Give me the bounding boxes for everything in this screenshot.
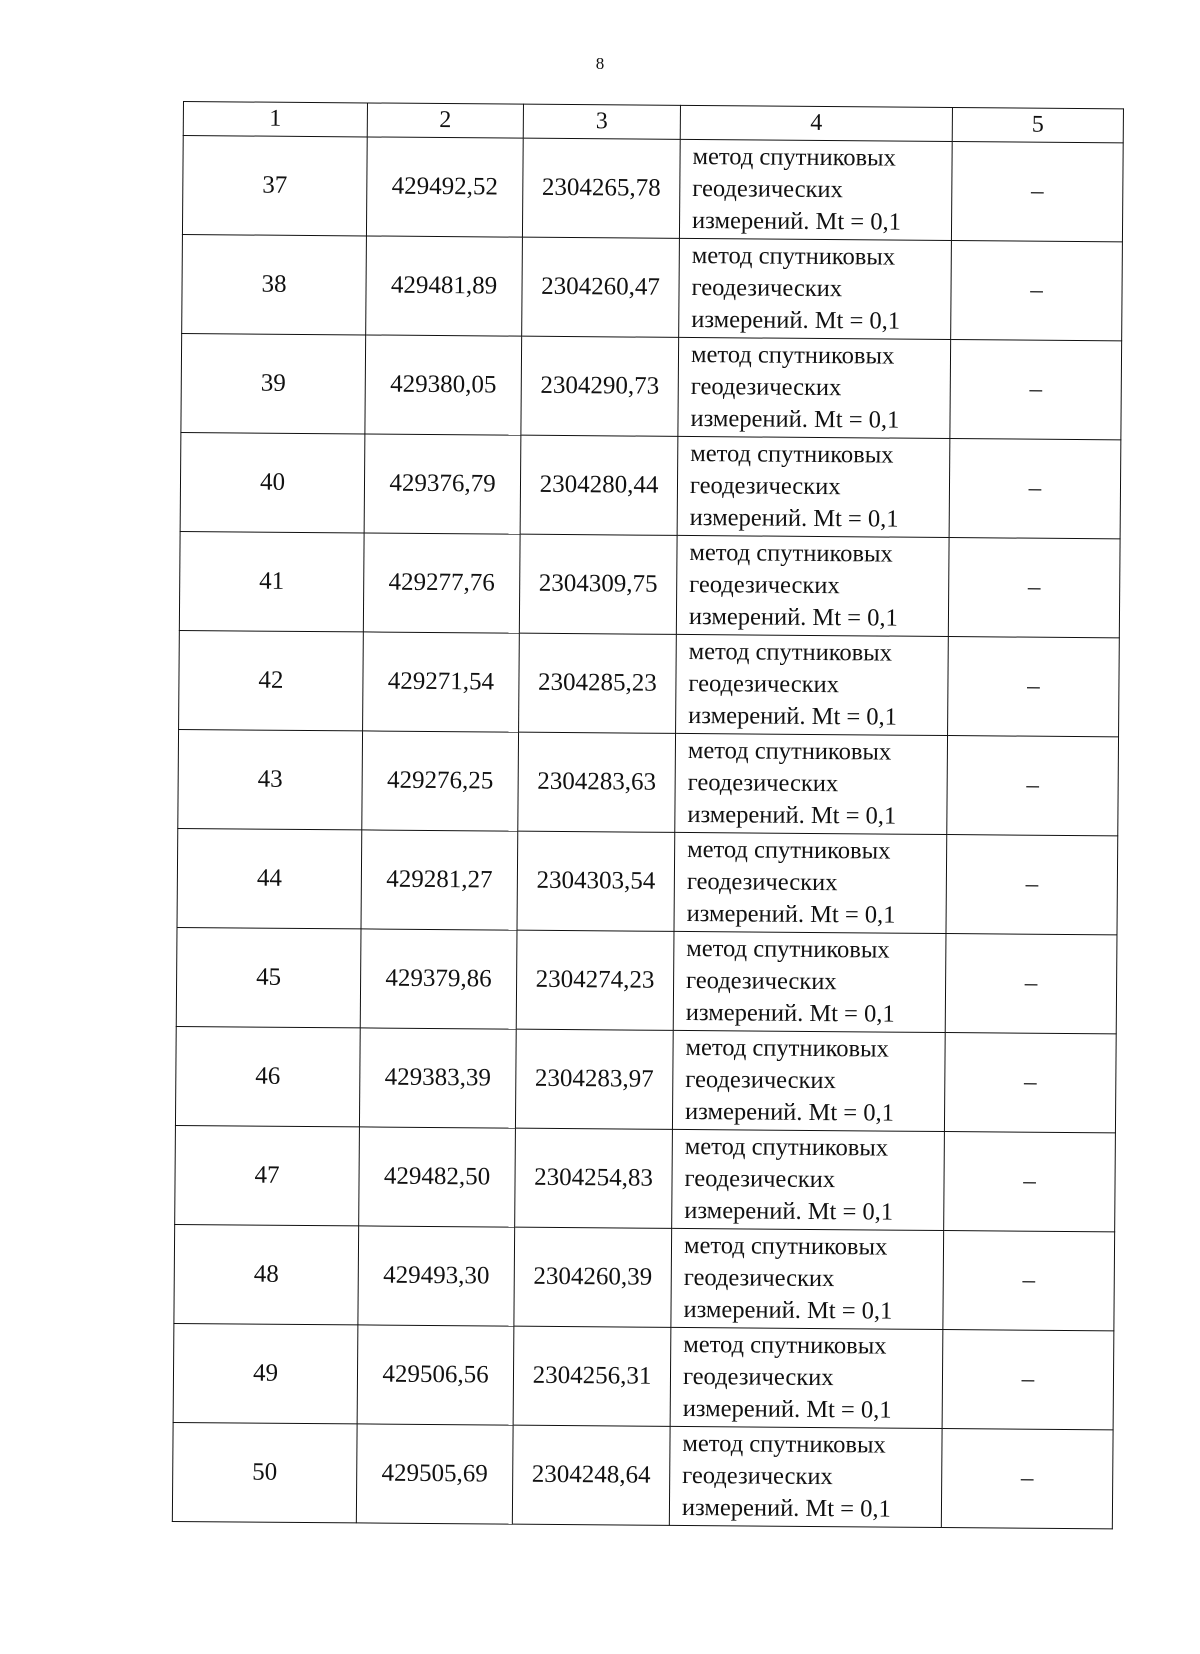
method-line: измерений. Mt = 0,1 bbox=[686, 899, 896, 929]
method-line: измерений. Mt = 0,1 bbox=[689, 503, 899, 533]
point-number-cell: 44 bbox=[177, 828, 362, 928]
method-line: геодезических bbox=[685, 1065, 836, 1095]
method-line: метод спутниковых bbox=[684, 1132, 889, 1162]
y-coordinate-cell: 2304309,75 bbox=[519, 534, 677, 634]
method-line: метод спутниковых bbox=[683, 1231, 888, 1261]
x-coordinate-cell: 429277,76 bbox=[363, 533, 520, 633]
method-line: метод спутниковых bbox=[691, 242, 896, 271]
method-line: измерений. Mt = 0,1 bbox=[688, 701, 898, 731]
table-row bbox=[173, 1323, 1114, 1429]
method-cell bbox=[673, 931, 946, 1032]
table-body bbox=[172, 136, 1123, 1529]
note-cell: – bbox=[945, 934, 1117, 1034]
point-number-cell: 48 bbox=[174, 1224, 359, 1324]
method-line: геодезических bbox=[686, 867, 838, 897]
method-line: геодезических bbox=[692, 175, 843, 204]
method-line: метод спутниковых bbox=[687, 736, 892, 766]
table-row bbox=[182, 234, 1123, 340]
method-line: геодезических bbox=[683, 1263, 835, 1293]
method-line: измерений. Mt = 0,1 bbox=[687, 800, 897, 830]
point-number-cell: 41 bbox=[179, 531, 364, 631]
x-coordinate-cell: 429380,05 bbox=[365, 335, 522, 435]
x-coordinate-cell: 429383,39 bbox=[359, 1028, 516, 1128]
point-number-cell: 39 bbox=[181, 333, 366, 433]
y-coordinate-cell: 2304283,97 bbox=[515, 1029, 673, 1129]
y-coordinate-cell: 2304260,47 bbox=[522, 237, 680, 337]
note-cell: – bbox=[946, 835, 1118, 935]
method-cell bbox=[674, 832, 947, 933]
note-cell: – bbox=[948, 538, 1120, 638]
method-line: метод спутниковых bbox=[692, 143, 896, 172]
point-number-cell: 40 bbox=[180, 432, 365, 532]
method-line: метод спутниковых bbox=[685, 1033, 889, 1063]
table-row bbox=[179, 630, 1120, 736]
method-line: измерений. Mt = 0,1 bbox=[691, 305, 901, 335]
note-cell: – bbox=[948, 637, 1120, 737]
page-number: 8 bbox=[595, 54, 605, 73]
x-coordinate-cell: 429481,89 bbox=[366, 236, 523, 336]
method-line: измерений. Mt = 0,1 bbox=[690, 404, 900, 434]
method-line: измерений. Mt = 0,1 bbox=[682, 1394, 892, 1424]
note-cell: – bbox=[941, 1429, 1113, 1529]
method-cell bbox=[671, 1228, 944, 1329]
point-number-cell: 49 bbox=[173, 1323, 358, 1423]
method-line: геодезических bbox=[688, 669, 840, 699]
y-coordinate-cell: 2304283,63 bbox=[518, 732, 676, 832]
y-coordinate-cell: 2304248,64 bbox=[512, 1425, 670, 1525]
table-row bbox=[180, 432, 1121, 538]
method-line: геодезических bbox=[686, 966, 837, 996]
x-coordinate-cell: 429271,54 bbox=[363, 632, 520, 732]
x-coordinate-cell: 429482,50 bbox=[359, 1127, 516, 1227]
method-line: метод спутниковых bbox=[689, 538, 893, 568]
note-cell: – bbox=[947, 736, 1119, 836]
method-cell bbox=[669, 1426, 942, 1527]
x-coordinate-cell: 429276,25 bbox=[362, 731, 519, 831]
point-number-cell: 42 bbox=[179, 630, 364, 730]
note-cell: – bbox=[951, 142, 1123, 242]
method-cell bbox=[679, 139, 952, 240]
point-number-cell: 37 bbox=[182, 136, 367, 236]
y-coordinate-cell: 2304303,54 bbox=[517, 831, 675, 931]
method-line: метод спутниковых bbox=[686, 934, 890, 964]
method-line: геодезических bbox=[682, 1362, 834, 1392]
column-header: 1 bbox=[183, 102, 367, 137]
method-cell bbox=[672, 1030, 945, 1131]
table-row bbox=[172, 1422, 1113, 1528]
table-row bbox=[175, 1026, 1116, 1132]
method-cell bbox=[678, 337, 951, 438]
method-line: метод спутниковых bbox=[690, 439, 894, 469]
table-row bbox=[175, 1125, 1116, 1231]
y-coordinate-cell: 2304254,83 bbox=[515, 1128, 673, 1228]
method-line: измерений. Mt = 0,1 bbox=[681, 1493, 891, 1523]
column-header: 5 bbox=[952, 108, 1123, 143]
y-coordinate-cell: 2304285,23 bbox=[519, 633, 677, 733]
y-coordinate-cell: 2304274,23 bbox=[516, 930, 674, 1030]
note-cell: – bbox=[951, 241, 1123, 341]
coordinates-table bbox=[172, 101, 1124, 1529]
y-coordinate-cell: 2304290,73 bbox=[521, 336, 679, 436]
y-coordinate-cell: 2304260,39 bbox=[514, 1227, 672, 1327]
note-cell: – bbox=[943, 1231, 1115, 1331]
x-coordinate-cell: 429492,52 bbox=[366, 137, 523, 237]
x-coordinate-cell: 429376,79 bbox=[364, 434, 521, 534]
method-line: измерений. Mt = 0,1 bbox=[684, 1097, 894, 1127]
table-row bbox=[177, 828, 1118, 934]
method-line: метод спутниковых bbox=[688, 637, 893, 667]
table-row bbox=[179, 531, 1120, 637]
point-number-cell: 43 bbox=[178, 729, 363, 829]
point-number-cell: 46 bbox=[175, 1026, 360, 1126]
method-cell bbox=[670, 1327, 943, 1428]
y-coordinate-cell: 2304280,44 bbox=[520, 435, 678, 535]
x-coordinate-cell: 429506,56 bbox=[357, 1325, 514, 1425]
method-line: измерений. Mt = 0,1 bbox=[684, 1196, 894, 1226]
method-line: геодезических bbox=[690, 372, 842, 402]
note-cell: – bbox=[944, 1132, 1116, 1232]
method-line: метод спутниковых bbox=[690, 340, 895, 370]
point-number-cell: 50 bbox=[172, 1422, 357, 1522]
method-cell bbox=[676, 634, 949, 735]
method-cell bbox=[676, 535, 949, 636]
note-cell: – bbox=[944, 1033, 1116, 1133]
method-line: измерений. Mt = 0,1 bbox=[691, 207, 901, 236]
method-cell bbox=[677, 436, 950, 537]
table-row bbox=[181, 333, 1122, 439]
column-header: 3 bbox=[523, 104, 680, 139]
table-row bbox=[182, 136, 1123, 242]
method-cell bbox=[679, 238, 952, 339]
method-line: геодезических bbox=[682, 1461, 833, 1491]
point-number-cell: 38 bbox=[182, 234, 367, 334]
y-coordinate-cell: 2304265,78 bbox=[522, 138, 680, 238]
method-line: геодезических bbox=[687, 768, 839, 798]
method-line: измерений. Mt = 0,1 bbox=[688, 602, 898, 632]
point-number-cell: 47 bbox=[175, 1125, 360, 1225]
table-row bbox=[176, 927, 1117, 1033]
point-number-cell: 45 bbox=[176, 927, 361, 1027]
note-cell: – bbox=[950, 340, 1122, 440]
y-coordinate-cell: 2304256,31 bbox=[513, 1326, 671, 1426]
method-line: метод спутниковых bbox=[687, 835, 891, 865]
x-coordinate-cell: 429505,69 bbox=[356, 1424, 513, 1524]
column-header: 4 bbox=[680, 105, 952, 141]
method-line: измерений. Mt = 0,1 bbox=[685, 998, 895, 1028]
method-cell bbox=[675, 733, 948, 834]
x-coordinate-cell: 429493,30 bbox=[358, 1226, 515, 1326]
method-cell bbox=[672, 1129, 945, 1230]
method-line: метод спутниковых bbox=[683, 1330, 887, 1360]
table-row bbox=[178, 729, 1119, 835]
method-line: геодезических bbox=[691, 274, 843, 303]
x-coordinate-cell: 429379,86 bbox=[360, 929, 517, 1029]
note-cell: – bbox=[942, 1330, 1114, 1430]
table-row bbox=[174, 1224, 1115, 1330]
method-line: геодезических bbox=[689, 570, 840, 600]
method-line: геодезических bbox=[689, 471, 841, 501]
method-line: геодезических bbox=[684, 1164, 836, 1194]
x-coordinate-cell: 429281,27 bbox=[361, 830, 518, 930]
column-header: 2 bbox=[367, 103, 523, 138]
note-cell: – bbox=[949, 439, 1121, 539]
method-line: измерений. Mt = 0,1 bbox=[683, 1295, 893, 1325]
method-line: метод спутниковых bbox=[682, 1429, 886, 1459]
